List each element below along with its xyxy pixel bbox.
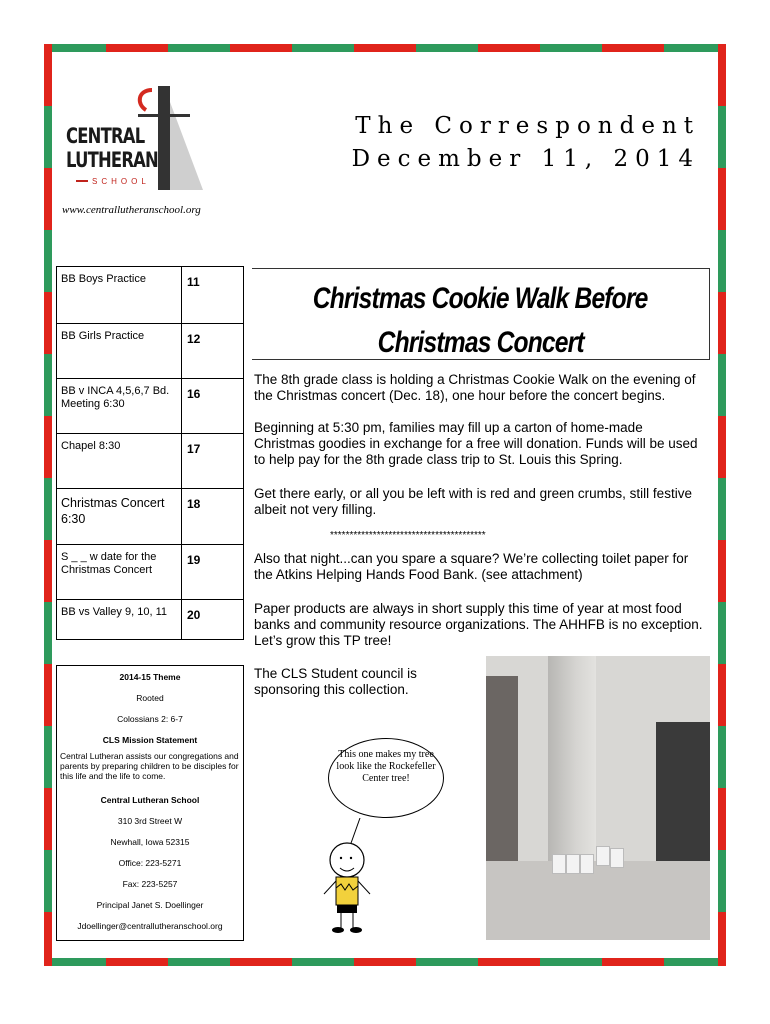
masthead <box>250 110 700 176</box>
article-p6: The CLS Student council is sponsoring this collection. <box>254 666 417 697</box>
theme-box <box>56 665 244 941</box>
logo-bar <box>76 180 88 182</box>
theme-title: 2014-15 Theme <box>119 672 181 682</box>
headline-line1: Christmas Cookie Walk Before <box>313 282 648 315</box>
mission-title: CLS Mission Statement <box>102 735 198 745</box>
article-p4: Also that night...can you spare a square? We’re collecting toilet paper for the Atkins Helping Hands Food Bank. (see attachment) <box>254 551 689 582</box>
fax-number: Fax: 223-5257 <box>122 879 178 889</box>
address-line2: Newhall, Iowa 52315 <box>110 837 190 847</box>
article-p3: Get there early, or all you be left with is red and green crumbs, still festive albeit not very filling. <box>254 486 692 517</box>
headline-line2: Christmas Concert <box>377 326 584 359</box>
article-p5: Paper products are always in short supply this time of year at most food banks and community resource organizations. The AHHFB is no exception. Let’s grow this TP tree! <box>254 601 703 648</box>
speech-bubble: This one makes my tree look like the Rockefeller Center tree! <box>328 738 444 818</box>
schedule-event: S _ _ w date for the Christmas Concert <box>57 545 182 599</box>
border-bottom <box>44 958 726 966</box>
principal-email[interactable]: Jdoellinger@centrallutheranschool.org <box>77 921 223 931</box>
schedule-event: BB v INCA 4,5,6,7 Bd. Meeting 6:30 <box>57 379 182 433</box>
schedule-event: BB Boys Practice <box>57 267 182 323</box>
schedule-date: 20 <box>187 608 201 622</box>
table-row <box>57 544 243 599</box>
masthead-title: The Correspondent <box>355 113 700 139</box>
masthead-date: December 11, 2014 <box>351 146 700 172</box>
border-left <box>44 44 52 966</box>
principal-name: Principal Janet S. Doellinger <box>96 900 204 910</box>
theme-word: Rooted <box>136 693 164 703</box>
table-row <box>57 488 243 544</box>
table-row <box>57 323 243 378</box>
theme-verse: Colossians 2: 6-7 <box>117 714 183 724</box>
school-url[interactable]: www.centrallutheranschool.org <box>62 204 201 216</box>
schedule-date: 17 <box>187 442 201 456</box>
address-line1: 310 3rd Street W <box>117 816 183 826</box>
schedule-date: 11 <box>187 275 200 289</box>
logo-name-line2: LUTHERAN <box>66 148 158 172</box>
article-headline <box>252 268 710 360</box>
schedule-event: Christmas Concert 6:30 <box>57 489 182 544</box>
schedule-event: Chapel 8:30 <box>57 434 182 488</box>
schedule-date: 12 <box>187 332 201 346</box>
schedule-event: BB vs Valley 9, 10, 11 <box>57 600 182 639</box>
table-row <box>57 267 243 323</box>
schedule-date: 16 <box>187 387 201 401</box>
article-p1: The 8th grade class is holding a Christmas Cookie Walk on the evening of the Christmas concert (Dec. 18), one hour before the concert begins. <box>254 372 696 403</box>
table-row <box>57 378 243 433</box>
school-logo <box>66 82 206 192</box>
logo-school: SCHOOL <box>92 177 150 186</box>
tp-tree-photo <box>486 656 710 940</box>
separator: **************************************** <box>330 530 486 541</box>
mission-statement: Central Lutheran assists our congregations and parents by preparing children to be disciples for this life and the life to come. <box>60 751 239 781</box>
schedule-table <box>56 266 244 640</box>
office-phone: Office: 223-5271 <box>118 858 182 868</box>
schedule-event: BB Girls Practice <box>57 324 182 378</box>
border-top <box>44 44 726 52</box>
school-name: Central Lutheran School <box>100 795 200 805</box>
article-p2: Beginning at 5:30 pm, families may fill up a carton of home-made Christmas goodies in exchange for a free will donation. Funds will be used to help pay for the 8th grade class trip to St. Louis this Spring. <box>254 420 698 467</box>
charlie-brown-icon <box>310 818 384 938</box>
schedule-date: 19 <box>187 553 201 567</box>
table-row <box>57 599 243 639</box>
schedule-date: 18 <box>187 497 201 511</box>
border-right <box>718 44 726 966</box>
table-row <box>57 433 243 488</box>
logo-name-line1: CENTRAL <box>66 124 145 148</box>
